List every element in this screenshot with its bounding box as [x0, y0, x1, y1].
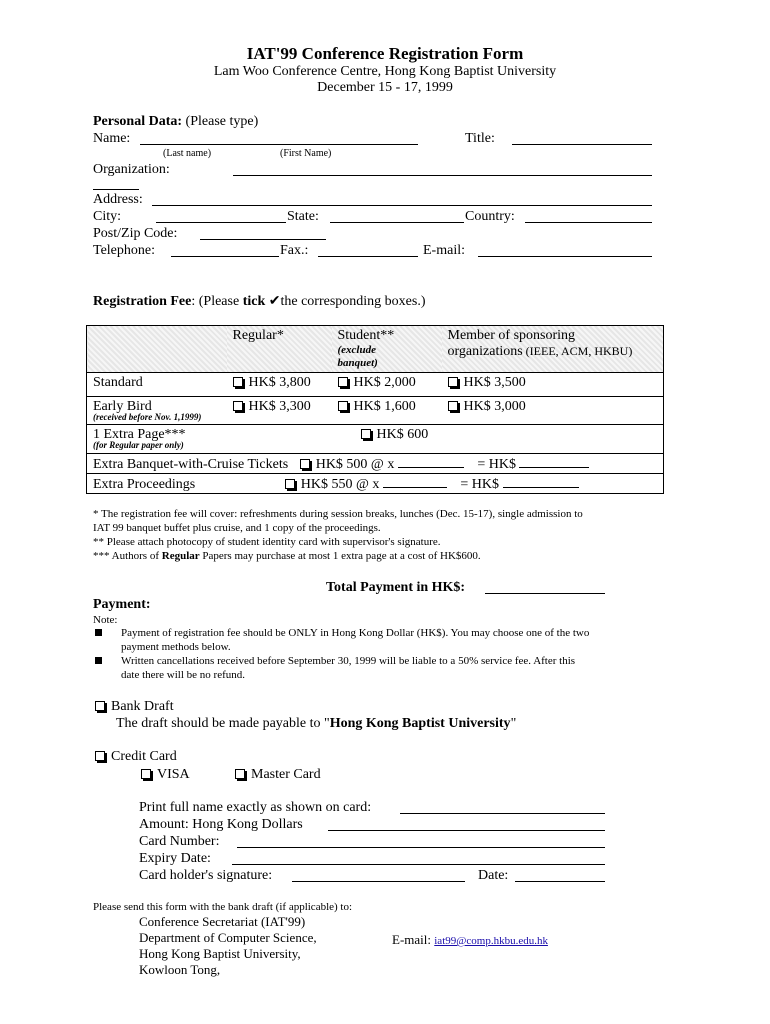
- address-line-2: Department of Computer Science,: [139, 930, 317, 945]
- option-visa[interactable]: VISA: [141, 767, 190, 783]
- option-proceedings[interactable]: HK$ 550 @ x: [285, 477, 380, 492]
- fee-row-banquet: Extra Banquet-with-Cruise Tickets HK$ 500 @ x = HK$: [87, 454, 664, 474]
- print-name-label: Print full name exactly as shown on card:: [139, 800, 372, 815]
- send-to-note: Please send this form with the bank draft (if applicable) to:: [93, 901, 353, 913]
- checkbox[interactable]: [300, 459, 310, 469]
- payment-note-2a: Written cancellations received before September 30, 1999 will be liable to a 50% service fee. After this: [121, 655, 576, 667]
- date-label: Date:: [478, 868, 509, 883]
- conference-dates: December 15 - 17, 1999: [317, 80, 453, 95]
- banquet-amount-field[interactable]: [519, 454, 589, 468]
- address-line-3: Hong Kong Baptist University,: [139, 946, 301, 961]
- date-field[interactable]: [515, 868, 605, 882]
- option-credit-card[interactable]: Credit Card: [95, 749, 177, 765]
- checkbox[interactable]: [448, 401, 458, 411]
- banquet-quantity-field[interactable]: [398, 454, 464, 468]
- title-label: Title:: [465, 131, 495, 146]
- print-name-field[interactable]: [400, 800, 605, 814]
- telephone-field[interactable]: [171, 243, 279, 257]
- checkbox[interactable]: [233, 401, 243, 411]
- option-standard-regular[interactable]: HK$ 3,800: [227, 373, 332, 397]
- fee-note-2: IAT 99 banquet buffet plus cruise, and 1 copy of the proceedings.: [93, 522, 381, 534]
- option-early-student[interactable]: HK$ 1,600: [332, 397, 442, 425]
- footer-email: E-mail: iat99@comp.hkbu.edu.hk: [392, 932, 548, 947]
- fax-label: Fax.:: [280, 243, 309, 258]
- checkbox[interactable]: [233, 377, 243, 387]
- personal-data-heading: Personal Data: (Please type): [93, 114, 259, 129]
- expiry-label: Expiry Date:: [139, 851, 211, 866]
- form-title: IAT'99 Conference Registration Form: [246, 44, 524, 63]
- bullet-icon: [95, 629, 102, 636]
- option-early-regular[interactable]: HK$ 3,300: [227, 397, 332, 425]
- state-field[interactable]: [330, 209, 464, 223]
- option-standard-member[interactable]: HK$ 3,500: [442, 373, 664, 397]
- checkbox[interactable]: [95, 751, 105, 761]
- checkbox[interactable]: [235, 769, 245, 779]
- total-payment-label: Total Payment in HK$:: [326, 580, 466, 595]
- bank-draft-note: The draft should be made payable to "Hong Kong Baptist University": [116, 716, 517, 731]
- email-field[interactable]: [478, 243, 652, 257]
- proceedings-quantity-field[interactable]: [383, 474, 447, 488]
- early-bird-note: (received before Nov. 1,1999): [93, 412, 202, 422]
- checkbox[interactable]: [285, 479, 295, 489]
- payment-heading: Payment:: [93, 597, 151, 612]
- payment-note-2b: date there will be no refund.: [121, 669, 246, 681]
- postcode-label: Post/Zip Code:: [93, 226, 178, 241]
- amount-field[interactable]: [328, 817, 605, 831]
- country-field[interactable]: [525, 209, 652, 223]
- card-number-label: Card Number:: [139, 834, 220, 849]
- proceedings-amount-field[interactable]: [503, 474, 579, 488]
- telephone-label: Telephone:: [93, 243, 155, 258]
- country-label: Country:: [465, 209, 515, 224]
- total-payment-field[interactable]: [485, 580, 605, 594]
- last-name-hint: (Last name): [163, 148, 212, 159]
- payment-note-1b: payment methods below.: [121, 641, 231, 653]
- fee-row-standard: Standard HK$ 3,800 HK$ 2,000 HK$ 3,500: [87, 373, 664, 397]
- address-label: Address:: [93, 192, 143, 207]
- checkbox[interactable]: [448, 377, 458, 387]
- organization-field[interactable]: [233, 162, 652, 176]
- checkbox[interactable]: [338, 401, 348, 411]
- checkbox[interactable]: [95, 701, 105, 711]
- check-icon: ✔: [268, 294, 281, 309]
- address-field[interactable]: [152, 192, 652, 206]
- col-member: Member of sponsoring organizations (IEEE, ACM, HKBU): [442, 326, 664, 373]
- fee-row-proceedings: Extra Proceedings HK$ 550 @ x = HK$: [87, 474, 664, 494]
- venue: Lam Woo Conference Centre, Hong Kong Baptist University: [213, 64, 557, 79]
- bullet-icon: [95, 657, 102, 664]
- checkbox[interactable]: [338, 377, 348, 387]
- signature-field[interactable]: [292, 868, 465, 882]
- option-bank-draft[interactable]: Bank Draft: [95, 699, 174, 715]
- payment-note-1a: Payment of registration fee should be ONLY in Hong Kong Dollar (HK$). You may choose one of the two: [121, 627, 590, 639]
- payment-note-label: Note:: [93, 614, 118, 626]
- col-student-note: (exclude banquet): [337, 344, 378, 369]
- col-regular: Regular*: [227, 326, 332, 373]
- signature-label: Card holder's signature:: [139, 868, 273, 883]
- col-student: Student** (exclude banquet): [332, 326, 442, 373]
- fee-row-extra-page: 1 Extra Page*** (for Regular paper only) HK$ 600: [87, 425, 664, 454]
- address-line-1: Conference Secretariat (IAT'99): [139, 914, 306, 929]
- organization-field-continued[interactable]: [93, 176, 139, 190]
- option-standard-student[interactable]: HK$ 2,000: [332, 373, 442, 397]
- email-label: E-mail:: [423, 243, 465, 258]
- option-master-card[interactable]: Master Card: [235, 767, 321, 783]
- checkbox[interactable]: [141, 769, 151, 779]
- fee-note-3: ** Please attach photocopy of student identity card with supervisor's signature.: [93, 536, 441, 548]
- city-label: City:: [93, 209, 122, 224]
- option-banquet[interactable]: HK$ 500 @ x: [300, 457, 395, 472]
- registration-fee-table: [86, 325, 664, 494]
- state-label: State:: [287, 209, 319, 224]
- extra-page-note: (for Regular paper only): [93, 440, 184, 450]
- first-name-hint: (First Name): [280, 148, 332, 159]
- title-field[interactable]: [512, 131, 652, 145]
- email-link[interactable]: iat99@comp.hkbu.edu.hk: [434, 935, 548, 947]
- checkbox[interactable]: [361, 429, 371, 439]
- postcode-field[interactable]: [200, 226, 326, 240]
- city-field[interactable]: [156, 209, 286, 223]
- address-line-4: Kowloon Tong,: [139, 962, 221, 977]
- fee-table-header: [87, 326, 664, 373]
- option-extra-page[interactable]: HK$ 600: [227, 425, 664, 454]
- fee-note-1: * The registration fee will cover: refreshments during session breaks, lunches (Dec. 15-17), single admission to: [93, 508, 583, 520]
- option-early-member[interactable]: HK$ 3,000: [442, 397, 664, 425]
- fee-row-early-bird: Early Bird (received before Nov. 1,1999) HK$ 3,300 HK$ 1,600 HK$ 3,000: [87, 397, 664, 425]
- organization-label: Organization:: [93, 162, 170, 177]
- card-number-field[interactable]: [237, 834, 605, 848]
- amount-label: Amount: Hong Kong Dollars: [139, 817, 303, 832]
- name-field[interactable]: [140, 131, 418, 145]
- registration-fee-heading: Registration Fee: (Please tick ✔the corresponding boxes.): [93, 294, 426, 309]
- fee-note-4: *** Authors of Regular Papers may purchase at most 1 extra page at a cost of HK$600.: [93, 550, 481, 562]
- expiry-field[interactable]: [232, 851, 605, 865]
- fax-field[interactable]: [318, 243, 418, 257]
- name-label: Name:: [93, 131, 131, 146]
